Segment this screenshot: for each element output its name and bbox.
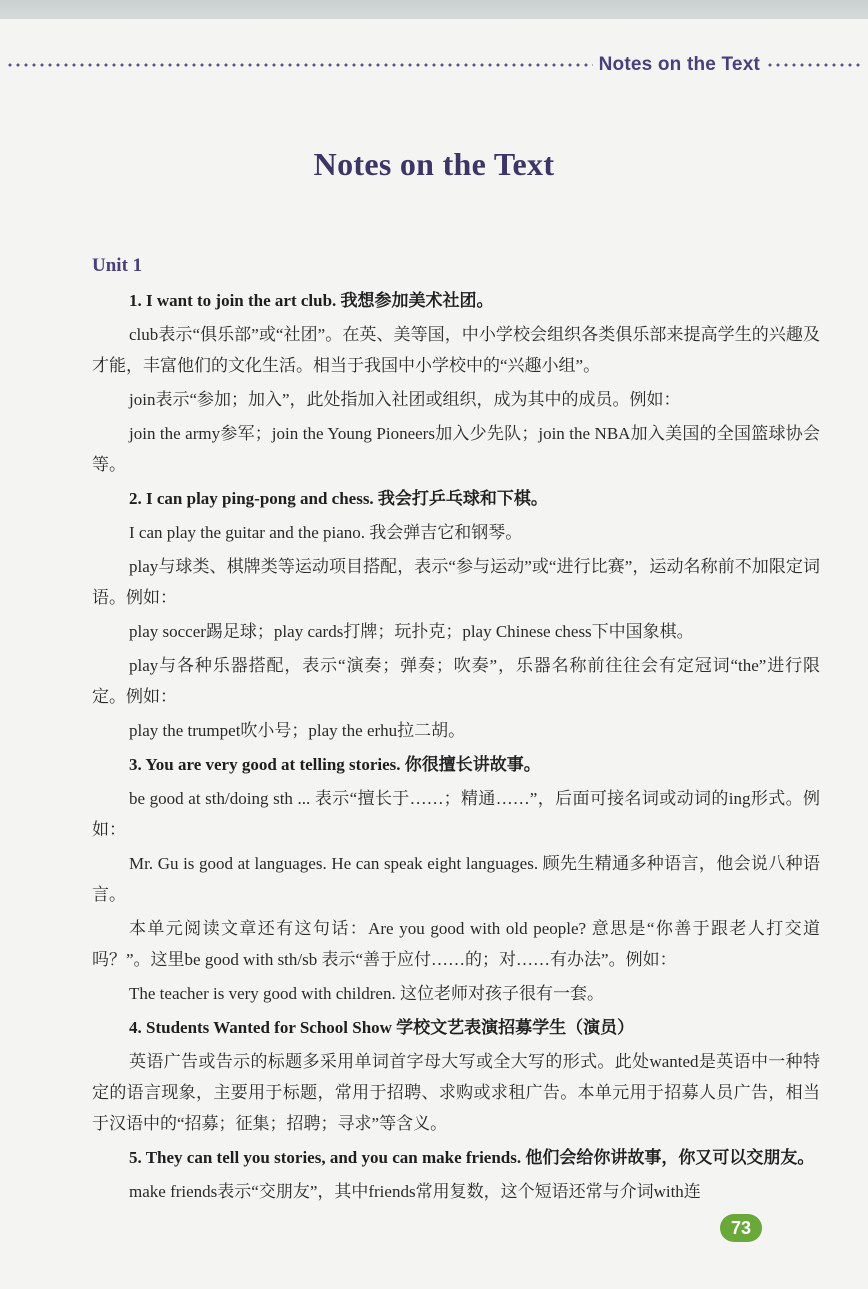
note-example: Mr. Gu is good at languages. He can speak eight languages. 顾先生精通多种语言，他会说八种语言。 bbox=[92, 854, 820, 904]
note-example: play the trumpet吹小号；play the erhu拉二胡。 bbox=[129, 721, 466, 740]
note-paragraph: 本单元阅读文章还有这句话：Are you good with old people? 意思是“你善于跟老人打交道吗？”。这里be good with sth/sb 表示“善于应付……的；对……有办法”。例如： bbox=[92, 919, 820, 969]
note-paragraph: be good at sth/doing sth ... 表示“擅长于……；精通……”，后面可接名词或动词的ing形式。例如： bbox=[92, 789, 820, 839]
running-head-title: Notes on the Text bbox=[598, 54, 760, 75]
note-example: play soccer踢足球；play cards打牌；玩扑克；play Chinese chess下中国象棋。 bbox=[129, 622, 694, 641]
header-dotted-rule bbox=[6, 63, 593, 67]
note-example: The teacher is very good with children. 这位老师对孩子很有一套。 bbox=[129, 984, 604, 1003]
note-paragraph: play与球类、棋牌类等运动项目搭配，表示“参与运动”或“进行比赛”，运动名称前不加限定词语。例如： bbox=[92, 557, 820, 607]
note-paragraph: play与各种乐器搭配，表示“演奏；弹奏；吹奏”，乐器名称前往往会有定冠词“the”进行限定。例如： bbox=[92, 656, 820, 706]
header-dotted-rule-right bbox=[766, 63, 864, 67]
note-paragraph: join表示“参加；加入”，此处指加入社团或组织，成为其中的成员。例如： bbox=[129, 390, 681, 409]
page-title: Notes on the Text bbox=[313, 146, 555, 182]
running-header bbox=[0, 50, 868, 80]
note-heading: 4. Students Wanted for School Show 学校文艺表演招募学生（演员） bbox=[129, 1018, 635, 1037]
note-example: I can play the guitar and the piano. 我会弹吉它和钢琴。 bbox=[129, 523, 523, 542]
note-paragraph: make friends表示“交朋友”，其中friends常用复数，这个短语还常与介词with连 bbox=[129, 1182, 701, 1201]
note-heading: 1. I want to join the art club. 我想参加美术社团。 bbox=[129, 291, 494, 310]
unit-heading: Unit 1 bbox=[92, 255, 143, 276]
page-number-badge: 73 bbox=[720, 1214, 762, 1242]
notes-body bbox=[92, 250, 820, 1210]
note-paragraph: club表示“俱乐部”或“社团”。在英、美等国，中小学校会组织各类俱乐部来提高学生的兴趣及才能，丰富他们的文化生活。相当于我国中小学校中的“兴趣小组”。 bbox=[92, 325, 820, 375]
note-example: join the army参军；join the Young Pioneers加入少先队；join the NBA加入美国的全国篮球协会等。 bbox=[92, 424, 820, 474]
note-paragraph: 英语广告或告示的标题多采用单词首字母大写或全大写的形式。此处wanted是英语中一种特定的语言现象，主要用于标题，常用于招聘、求购或求租广告。本单元用于招募人员广告，相当于汉语中的“招募；征集；招聘；寻求”等含义。 bbox=[92, 1052, 820, 1133]
note-heading: 2. I can play ping-pong and chess. 我会打乒乓球和下棋。 bbox=[129, 489, 548, 508]
note-heading: 5. They can tell you stories, and you can make friends. 他们会给你讲故事，你又可以交朋友。 bbox=[129, 1148, 815, 1167]
note-heading: 3. You are very good at telling stories. 你很擅长讲故事。 bbox=[129, 755, 541, 774]
